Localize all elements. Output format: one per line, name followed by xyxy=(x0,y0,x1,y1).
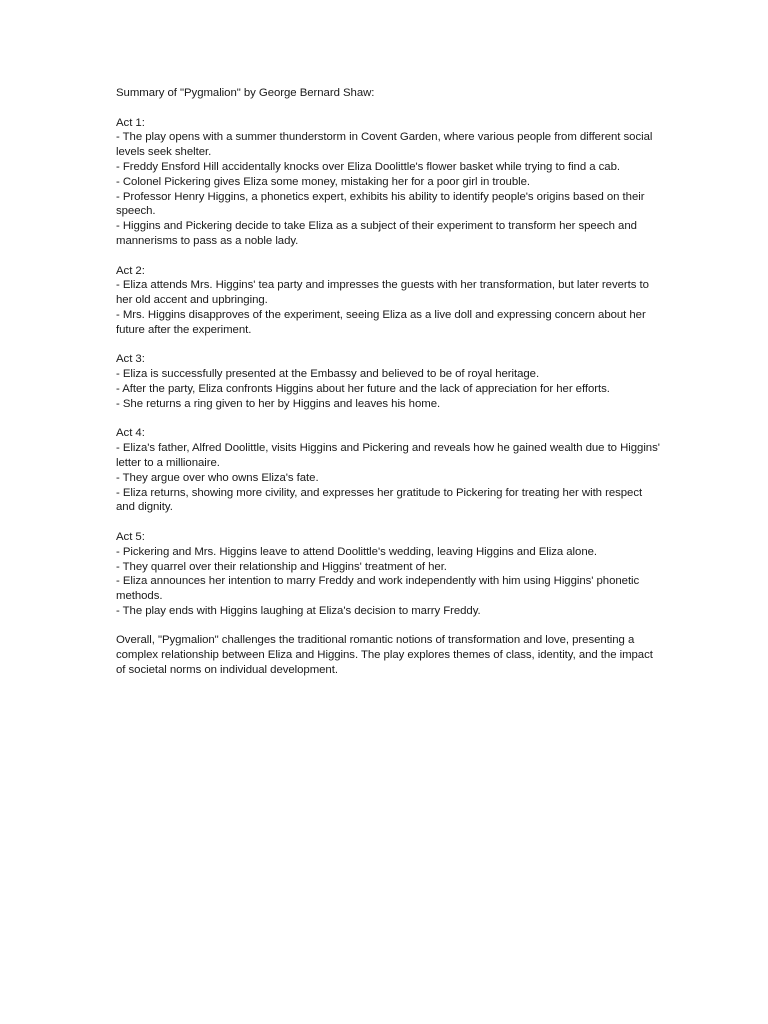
act-3-section xyxy=(116,352,661,411)
act-4-bullet: - They argue over who owns Eliza's fate. xyxy=(116,471,319,484)
act-1-bullet: - The play opens with a summer thunderstorm in Covent Garden, where various people from different social levels seek shelter. xyxy=(116,131,653,159)
act-1-bullet: - Freddy Ensford Hill accidentally knocks over Eliza Doolittle's flower basket while trying to find a cab. xyxy=(116,160,620,173)
conclusion-paragraph: Overall, "Pygmalion" challenges the traditional romantic notions of transformation and love, presenting a complex relationship between Eliza and Higgins. The play explores themes of class, identity, and the impact of societal norms on individual development. xyxy=(116,634,653,677)
act-5-bullet: - The play ends with Higgins laughing at Eliza's decision to marry Freddy. xyxy=(116,604,481,617)
act-3-bullet: - She returns a ring given to her by Higgins and leaves his home. xyxy=(116,397,441,410)
act-1-bullet: - Professor Henry Higgins, a phonetics expert, exhibits his ability to identify people's origins based on their speech. xyxy=(116,190,645,218)
document-title: Summary of "Pygmalion" by George Bernard Shaw: xyxy=(116,87,375,99)
act-3-bullet: - Eliza is successfully presented at the Embassy and believed to be of royal heritage. xyxy=(116,368,540,381)
act-1-bullet: - Higgins and Pickering decide to take Eliza as a subject of their experiment to transform her speech and mannerisms to pass as a noble lady. xyxy=(116,220,637,247)
act-2-heading: Act 2: xyxy=(116,264,145,277)
act-5-heading: Act 5: xyxy=(116,530,145,543)
act-2-section xyxy=(116,264,661,338)
act-2-bullet: - Eliza attends Mrs. Higgins' tea party and impresses the guests with her transformation, but later reverts to her old accent and upbringing. xyxy=(116,279,649,307)
act-5-section xyxy=(116,530,661,619)
act-5-bullet: - They quarrel over their relationship and Higgins' treatment of her. xyxy=(116,560,447,573)
act-4-section xyxy=(116,426,661,515)
act-2-bullet: - Mrs. Higgins disapproves of the experiment, seeing Eliza as a live doll and expressing concern about her future after the experiment. xyxy=(116,308,646,336)
act-3-bullet: - After the party, Eliza confronts Higgins about her future and the lack of appreciation for her efforts. xyxy=(116,382,610,395)
act-4-bullet: - Eliza returns, showing more civility, and expresses her gratitude to Pickering for treating her with respect and dignity. xyxy=(116,486,643,514)
act-4-bullet: - Eliza's father, Alfred Doolittle, visits Higgins and Pickering and reveals how he gained wealth due to Higgins' letter to a millionaire. xyxy=(116,442,660,469)
document-page xyxy=(116,86,661,689)
act-3-heading: Act 3: xyxy=(116,353,145,366)
act-4-heading: Act 4: xyxy=(116,427,145,440)
act-5-bullet: - Pickering and Mrs. Higgins leave to attend Doolittle's wedding, leaving Higgins and Eliza alone. xyxy=(116,545,598,558)
act-5-bullet: - Eliza announces her intention to marry Freddy and work independently with him using Higgins' phonetic methods. xyxy=(116,575,640,603)
act-1-bullet: - Colonel Pickering gives Eliza some money, mistaking her for a poor girl in trouble. xyxy=(116,175,531,188)
act-1-heading: Act 1: xyxy=(116,116,145,129)
act-1-section xyxy=(116,116,661,249)
